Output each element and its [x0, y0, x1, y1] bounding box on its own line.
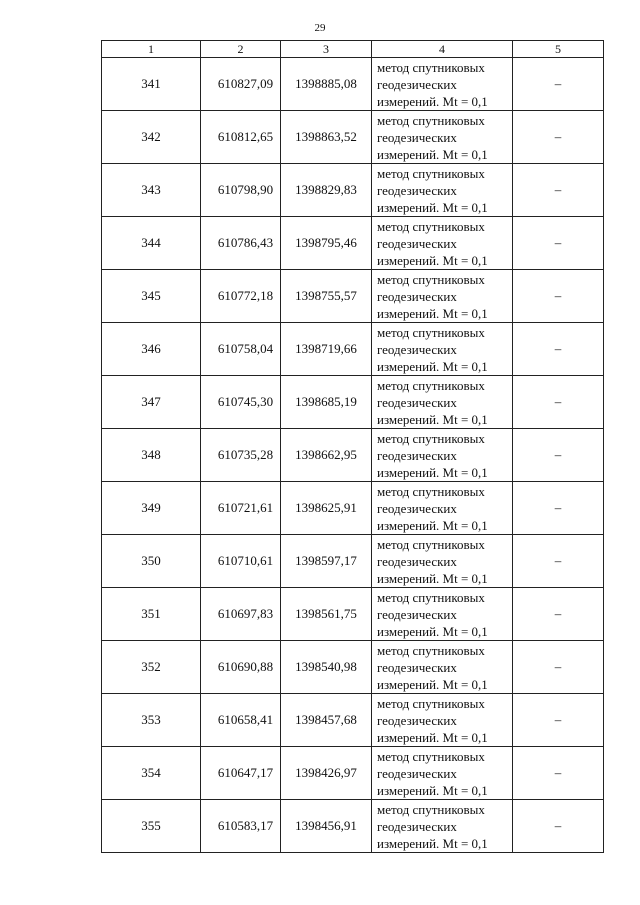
method-text-line: метод спутниковых — [377, 218, 485, 234]
method-text-line: измерений. Mt = 0,1 — [377, 146, 488, 162]
x-coordinate-cell: 610827,09 — [201, 58, 281, 111]
column-header-2: 2 — [201, 41, 281, 58]
method-text-line: метод спутниковых — [377, 748, 485, 764]
table-row — [102, 270, 604, 323]
method-text-line: измерений. Mt = 0,1 — [377, 676, 488, 692]
method-text-line: геодезических — [377, 765, 457, 781]
method-text-line: метод спутниковых — [377, 483, 485, 499]
method-cell — [372, 429, 513, 482]
method-text-line: метод спутниковых — [377, 536, 485, 552]
note-cell: – — [513, 429, 604, 482]
table-row — [102, 641, 604, 694]
x-coordinate-cell: 610697,83 — [201, 588, 281, 641]
method-cell — [372, 588, 513, 641]
y-coordinate-cell: 1398755,57 — [281, 270, 372, 323]
method-text-line: геодезических — [377, 235, 457, 251]
x-coordinate-cell: 610735,28 — [201, 429, 281, 482]
method-text-line: метод спутниковых — [377, 801, 485, 817]
x-coordinate-cell: 610690,88 — [201, 641, 281, 694]
point-number-cell: 341 — [102, 58, 201, 111]
y-coordinate-cell: 1398597,17 — [281, 535, 372, 588]
y-coordinate-cell: 1398625,91 — [281, 482, 372, 535]
y-coordinate-cell: 1398456,91 — [281, 800, 372, 853]
method-text-line: измерений. Mt = 0,1 — [377, 305, 488, 321]
method-cell — [372, 270, 513, 323]
point-number-cell: 351 — [102, 588, 201, 641]
y-coordinate-cell: 1398561,75 — [281, 588, 372, 641]
y-coordinate-cell: 1398540,98 — [281, 641, 372, 694]
x-coordinate-cell: 610812,65 — [201, 111, 281, 164]
point-number-cell: 354 — [102, 747, 201, 800]
note-cell: – — [513, 111, 604, 164]
table-row — [102, 747, 604, 800]
method-cell — [372, 376, 513, 429]
x-coordinate-cell: 610758,04 — [201, 323, 281, 376]
table-body — [102, 58, 604, 853]
y-coordinate-cell: 1398829,83 — [281, 164, 372, 217]
method-text-line: измерений. Mt = 0,1 — [377, 358, 488, 374]
point-number-cell: 345 — [102, 270, 201, 323]
coordinates-table — [101, 40, 604, 853]
method-text-line: геодезических — [377, 659, 457, 675]
method-text-line: геодезических — [377, 447, 457, 463]
method-text-line: метод спутниковых — [377, 695, 485, 711]
method-text-line: метод спутниковых — [377, 377, 485, 393]
y-coordinate-cell: 1398685,19 — [281, 376, 372, 429]
note-cell: – — [513, 747, 604, 800]
table-row — [102, 323, 604, 376]
note-cell: – — [513, 323, 604, 376]
method-cell — [372, 694, 513, 747]
point-number-cell: 355 — [102, 800, 201, 853]
column-header-3: 3 — [281, 41, 372, 58]
point-number-cell: 344 — [102, 217, 201, 270]
point-number-cell: 352 — [102, 641, 201, 694]
method-text-line: измерений. Mt = 0,1 — [377, 570, 488, 586]
method-text-line: геодезических — [377, 712, 457, 728]
point-number-cell: 349 — [102, 482, 201, 535]
method-text-line: измерений. Mt = 0,1 — [377, 199, 488, 215]
y-coordinate-cell: 1398426,97 — [281, 747, 372, 800]
method-text-line: геодезических — [377, 818, 457, 834]
method-text-line: метод спутниковых — [377, 324, 485, 340]
x-coordinate-cell: 610721,61 — [201, 482, 281, 535]
point-number-cell: 353 — [102, 694, 201, 747]
method-text-line: геодезических — [377, 341, 457, 357]
note-cell: – — [513, 58, 604, 111]
method-text-line: измерений. Mt = 0,1 — [377, 517, 488, 533]
table-row — [102, 164, 604, 217]
x-coordinate-cell: 610786,43 — [201, 217, 281, 270]
point-number-cell: 342 — [102, 111, 201, 164]
method-cell — [372, 58, 513, 111]
table-row — [102, 429, 604, 482]
method-text-line: метод спутниковых — [377, 271, 485, 287]
method-text-line: геодезических — [377, 394, 457, 410]
column-header-4: 4 — [372, 41, 513, 58]
method-text-line: метод спутниковых — [377, 589, 485, 605]
point-number-cell: 348 — [102, 429, 201, 482]
x-coordinate-cell: 610647,17 — [201, 747, 281, 800]
method-text-line: измерений. Mt = 0,1 — [377, 729, 488, 745]
method-text-line: метод спутниковых — [377, 642, 485, 658]
point-number-cell: 346 — [102, 323, 201, 376]
point-number-cell: 343 — [102, 164, 201, 217]
y-coordinate-cell: 1398795,46 — [281, 217, 372, 270]
method-text-line: метод спутниковых — [377, 165, 485, 181]
note-cell: – — [513, 217, 604, 270]
x-coordinate-cell: 610658,41 — [201, 694, 281, 747]
method-cell — [372, 111, 513, 164]
method-cell — [372, 482, 513, 535]
method-text-line: геодезических — [377, 500, 457, 516]
method-text-line: измерений. Mt = 0,1 — [377, 782, 488, 798]
method-text-line: измерений. Mt = 0,1 — [377, 252, 488, 268]
method-cell — [372, 217, 513, 270]
note-cell: – — [513, 164, 604, 217]
table-row — [102, 482, 604, 535]
table-row — [102, 376, 604, 429]
note-cell: – — [513, 588, 604, 641]
page-number: 29 — [314, 22, 326, 34]
column-header-5: 5 — [513, 41, 604, 58]
y-coordinate-cell: 1398863,52 — [281, 111, 372, 164]
table-row — [102, 535, 604, 588]
column-header-1: 1 — [102, 41, 201, 58]
table-row — [102, 217, 604, 270]
method-text-line: геодезических — [377, 288, 457, 304]
x-coordinate-cell: 610772,18 — [201, 270, 281, 323]
note-cell: – — [513, 535, 604, 588]
point-number-cell: 350 — [102, 535, 201, 588]
note-cell: – — [513, 694, 604, 747]
method-text-line: метод спутниковых — [377, 112, 485, 128]
table-row — [102, 694, 604, 747]
y-coordinate-cell: 1398457,68 — [281, 694, 372, 747]
method-text-line: измерений. Mt = 0,1 — [377, 411, 488, 427]
table-header-row — [102, 41, 604, 58]
method-text-line: измерений. Mt = 0,1 — [377, 835, 488, 851]
method-text-line: измерений. Mt = 0,1 — [377, 464, 488, 480]
note-cell: – — [513, 800, 604, 853]
method-cell — [372, 323, 513, 376]
note-cell: – — [513, 482, 604, 535]
table-row — [102, 588, 604, 641]
x-coordinate-cell: 610583,17 — [201, 800, 281, 853]
method-text-line: геодезических — [377, 76, 457, 92]
method-text-line: метод спутниковых — [377, 59, 485, 75]
method-text-line: измерений. Mt = 0,1 — [377, 623, 488, 639]
method-cell — [372, 535, 513, 588]
y-coordinate-cell: 1398719,66 — [281, 323, 372, 376]
table-row — [102, 111, 604, 164]
y-coordinate-cell: 1398662,95 — [281, 429, 372, 482]
note-cell: – — [513, 376, 604, 429]
note-cell: – — [513, 641, 604, 694]
method-text-line: геодезических — [377, 606, 457, 622]
x-coordinate-cell: 610798,90 — [201, 164, 281, 217]
table-row — [102, 58, 604, 111]
table-row — [102, 800, 604, 853]
method-cell — [372, 800, 513, 853]
method-cell — [372, 641, 513, 694]
x-coordinate-cell: 610745,30 — [201, 376, 281, 429]
method-text-line: геодезических — [377, 129, 457, 145]
note-cell: – — [513, 270, 604, 323]
method-text-line: измерений. Mt = 0,1 — [377, 93, 488, 109]
method-text-line: геодезических — [377, 553, 457, 569]
method-cell — [372, 747, 513, 800]
y-coordinate-cell: 1398885,08 — [281, 58, 372, 111]
x-coordinate-cell: 610710,61 — [201, 535, 281, 588]
method-text-line: метод спутниковых — [377, 430, 485, 446]
method-text-line: геодезических — [377, 182, 457, 198]
point-number-cell: 347 — [102, 376, 201, 429]
method-cell — [372, 164, 513, 217]
